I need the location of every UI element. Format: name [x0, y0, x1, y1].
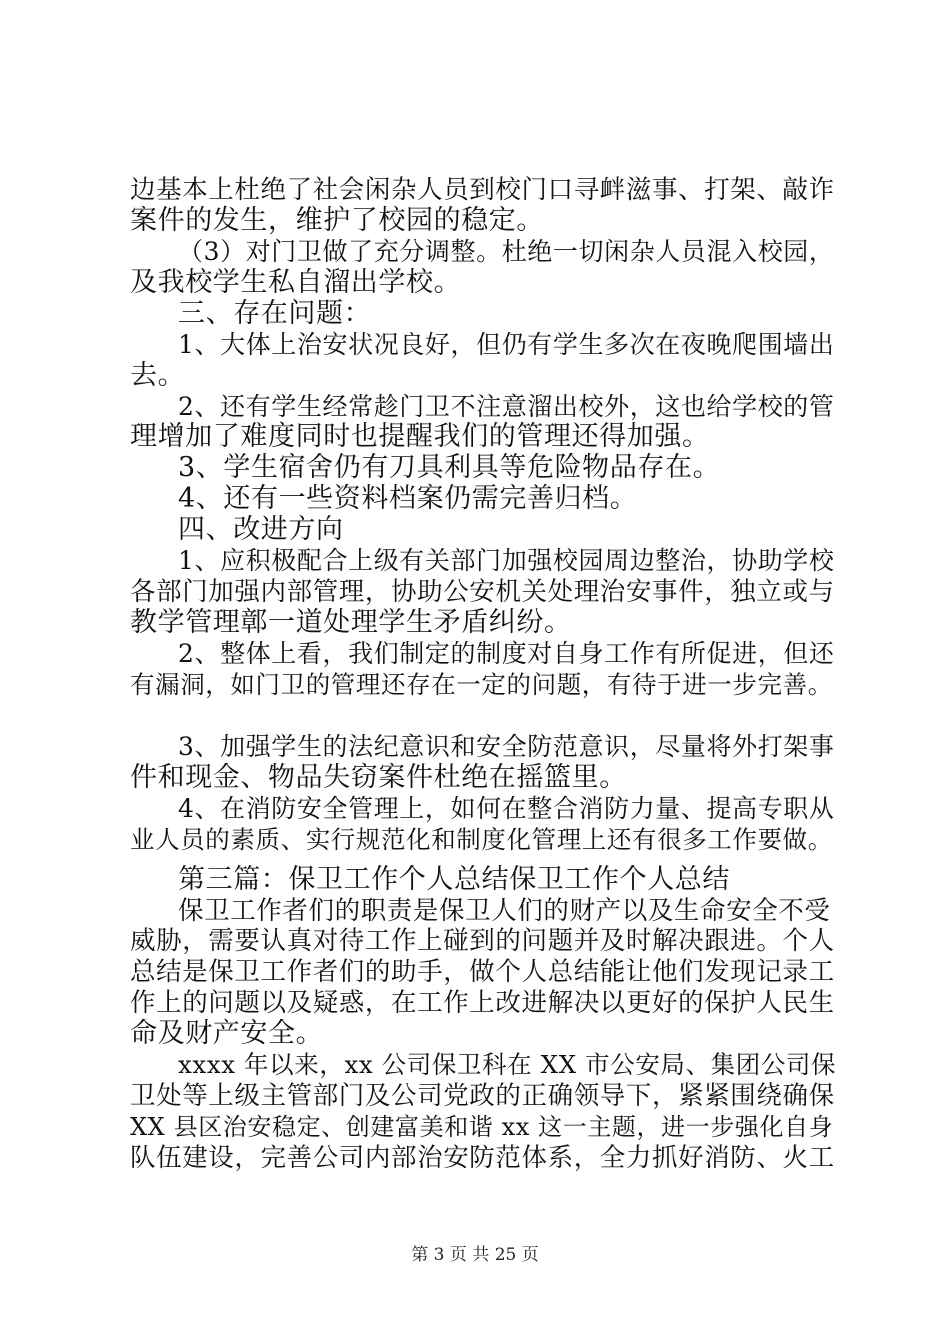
text-line: 教学管理鄣一道处理学生矛盾纠纷。	[130, 607, 572, 638]
section-heading: 四、改进方向	[178, 514, 344, 545]
text-line: 3、学生宿舍仍有刀具利具等危险物品存在。	[178, 452, 721, 483]
text-line: 卫处等上级主管部门及公司党政的正确领导下，紧紧围绕确保	[130, 1081, 835, 1111]
text-line: 边基本上杜绝了社会闲杂人员到校门口寻衅滋事、打架、敲诈	[130, 175, 835, 205]
text-line: 保卫工作者们的职责是保卫人们的财产以及生命安全不受	[178, 896, 831, 926]
text-line: 总结是保卫工作者们的助手，做个人总结能让他们发现记录工	[130, 957, 835, 987]
chapter-heading: 第三篇：保卫工作个人总结保卫工作个人总结	[178, 864, 730, 895]
text-line: 4、还有一些资料档案仍需完善归档。	[178, 483, 638, 514]
text-line: 1、大体上治安状况良好，但仍有学生多次在夜晚爬围墙出	[178, 330, 835, 359]
text-line: 件和现金、物品失窃案件杜绝在摇篮里。	[130, 762, 627, 793]
text-line: 1、应积极配合上级有关部门加强校园周边整治，协助学校	[178, 546, 835, 575]
text-line: 去。	[130, 360, 186, 391]
text-line: 及我校学生私自溜出学校。	[130, 267, 462, 298]
text-line: （3）对门卫做了充分调整。杜绝一切闲杂人员混入校园，	[178, 237, 835, 266]
text-line: 2、整体上看，我们制定的制度对自身工作有所促进，但还	[178, 639, 835, 668]
text-line: 4、在消防安全管理上，如何在整合消防力量、提高专职从	[178, 794, 835, 823]
text-line: 威胁，需要认真对待工作上碰到的问题并及时解决跟进。个人	[130, 926, 835, 956]
text-line: XX 县区治安稳定、创建富美和谐 xx 这一主题，进一步强化自身	[130, 1113, 834, 1141]
text-line: xxxx 年以来，xx 公司保卫科在 XX 市公安局、集团公司保	[178, 1050, 837, 1079]
page-number-footer: 第 3 页 共 25 页	[411, 1245, 539, 1265]
text-line: 作上的问题以及疑惑，在工作上改进解决以更好的保护人民生	[130, 988, 835, 1018]
text-line: 命及财产安全。	[130, 1018, 324, 1049]
text-line: 案件的发生，维护了校园的稳定。	[130, 205, 544, 236]
text-line: 理增加了难度同时也提醒我们的管理还得加强。	[130, 421, 710, 452]
section-heading: 三、存在问题：	[178, 298, 372, 329]
text-line: 业人员的素质、实行规范化和制度化管理上还有很多工作要做。	[130, 825, 833, 854]
text-line: 3、加强学生的法纪意识和安全防范意识，尽量将外打架事	[178, 732, 835, 761]
text-line: 2、还有学生经常趁门卫不注意溜出校外，这也给学校的管	[178, 392, 835, 421]
text-line: 有漏洞，如门卫的管理还存在一定的问题，有待于进一步完善。	[130, 670, 833, 699]
text-line: 队伍建设，完善公司内部治安防范体系，全力抓好消防、火工	[130, 1143, 835, 1173]
text-line: 各部门加强内部管理，协助公安机关处理治安事件，独立或与	[130, 577, 835, 607]
